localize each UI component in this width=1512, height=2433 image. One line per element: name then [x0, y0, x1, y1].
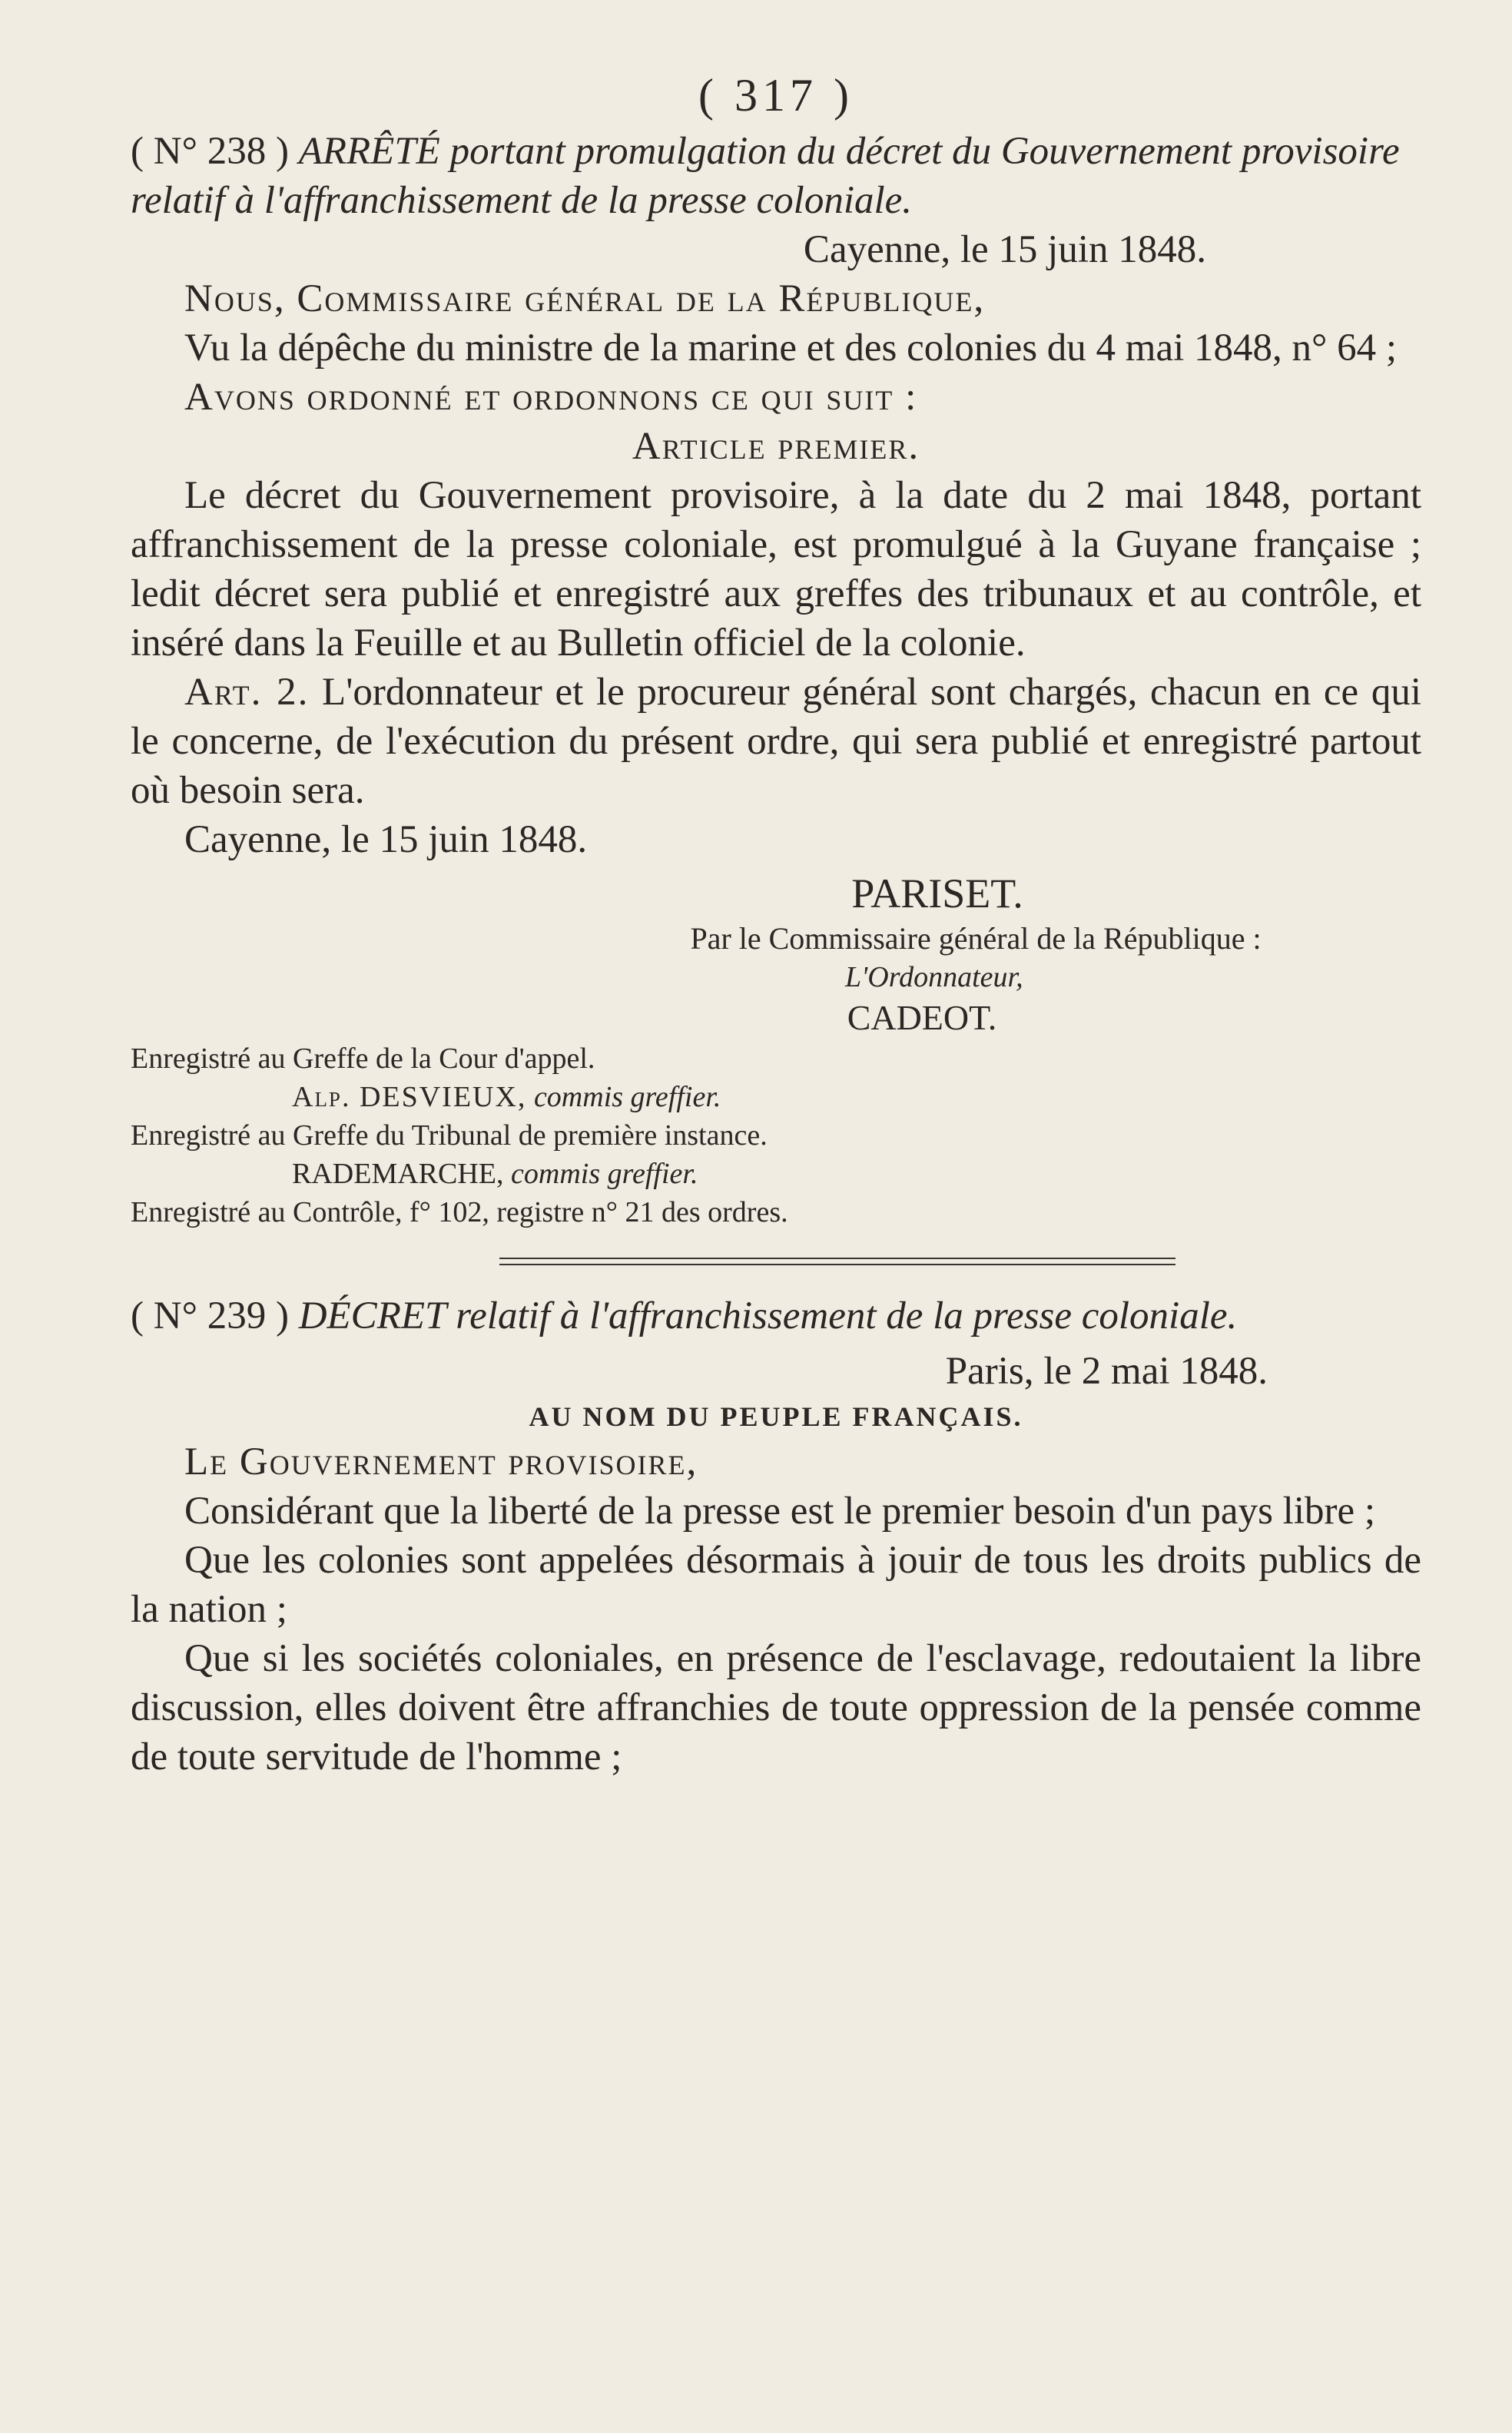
decret-title: DÉCRET relatif à l'affranchissement de la presse coloniale.	[298, 1294, 1238, 1337]
arrete-intro: Nous, Commissaire général de la République,	[184, 277, 986, 320]
considerant-1: Considérant que la liberté de la presse est le premier besoin d'un pays libre ;	[184, 1490, 1376, 1533]
registration-cour: Enregistré au Greffe de la Cour d'appel.	[131, 1042, 595, 1075]
par-le-commissaire: Par le Commissaire général de la République :	[690, 921, 1262, 956]
signatory-name: PARISET.	[851, 870, 1023, 917]
reg1-role: commis greffier.	[533, 1081, 721, 1113]
page-number: ( 317 )	[698, 70, 854, 121]
arrete-date: Cayenne, le 15 juin 1848.	[803, 228, 1206, 271]
article-2-label: Art. 2.	[184, 671, 310, 714]
arrete-avons: Avons ordonné et ordonnons ce qui suit :	[184, 376, 918, 419]
section-divider	[499, 1258, 1175, 1265]
considerant-3: Que si les sociétés coloniales, en présence de l'esclavage, redoutaient la libre discussion, elles doivent être affranchies de toute oppression de la pensée comme de toute servitude de l'homme ;	[131, 1637, 1421, 1778]
ordonnateur-label: L'Ordonnateur,	[845, 961, 1023, 993]
reg2-role: commis greffier.	[511, 1158, 698, 1190]
reg2-signer: RADEMARCHE,	[292, 1158, 504, 1190]
gouvernement-provisoire: Le Gouvernement provisoire,	[184, 1440, 698, 1483]
reg1-signer: Alp. DESVIEUX,	[292, 1081, 527, 1113]
article-1-text: Le décret du Gouvernement provisoire, à la date du 2 mai 1848, portant affranchissement de la presse coloniale, est promulgué à la Guyane française ; ledit décret sera publié et enregistré aux greffes des tribunaux et au contrôle, et inséré dans la Feuille et au Bulletin officiel de la colonie.	[131, 474, 1421, 665]
arrete-section	[131, 127, 1421, 1231]
registration-tribunal: Enregistré au Greffe du Tribunal de première instance.	[131, 1119, 768, 1152]
ordonnateur-name: CADEOT.	[847, 998, 997, 1037]
arrete-number: ( N° 238 )	[131, 130, 289, 173]
document-page	[131, 54, 1421, 1782]
closing-date: Cayenne, le 15 juin 1848.	[184, 818, 588, 861]
article-premier-heading: Article premier.	[632, 425, 920, 468]
decret-heading	[131, 1291, 1421, 1341]
decret-section	[131, 1291, 1421, 1782]
decret-date: Paris, le 2 mai 1848.	[945, 1350, 1268, 1393]
registration-controle: Enregistré au Contrôle, f° 102, registre n° 21 des ordres.	[131, 1196, 788, 1228]
article-2	[131, 668, 1421, 815]
arrete-vu: Vu la dépêche du ministre de la marine et des colonies du 4 mai 1848, n° 64 ;	[184, 326, 1398, 370]
au-nom-du-peuple: AU NOM DU PEUPLE FRANÇAIS.	[529, 1401, 1023, 1432]
arrete-heading	[131, 127, 1421, 225]
decret-number: ( N° 239 )	[131, 1294, 289, 1337]
arrete-title: ARRÊTÉ portant promulgation du décret du Gouvernement provisoire relatif à l'affranchissement de la presse coloniale.	[131, 130, 1400, 222]
registration-tribunal-signature	[131, 1155, 1421, 1193]
article-2-text: L'ordonnateur et le procureur général sont chargés, chacun en ce qui le concerne, de l'exécution du présent ordre, qui sera publié et enregistré partout où besoin sera.	[131, 671, 1422, 812]
considerant-2: Que les colonies sont appelées désormais à jouir de tous les droits publics de la nation ;	[131, 1539, 1421, 1631]
registration-cour-signature	[131, 1078, 1421, 1116]
